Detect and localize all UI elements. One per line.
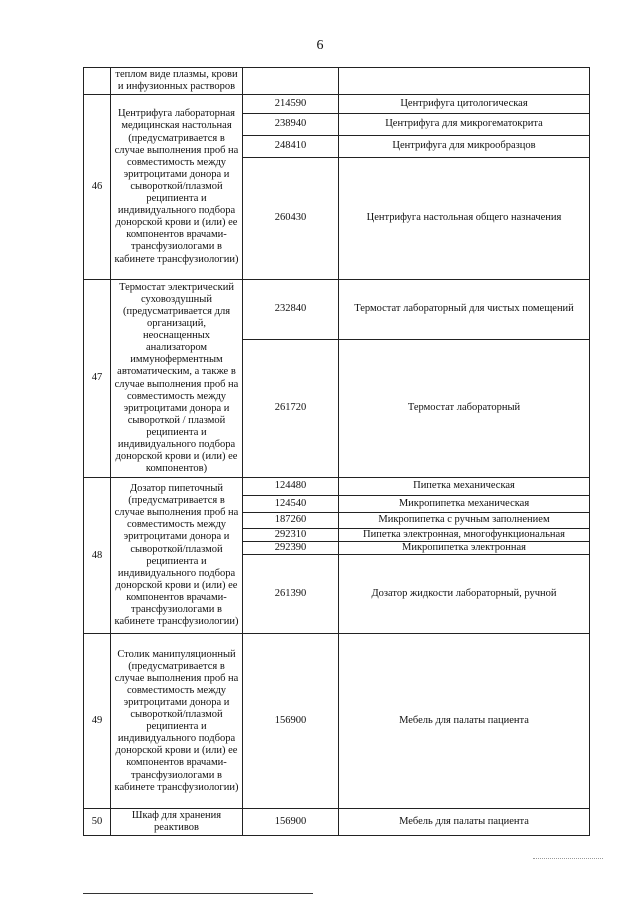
equipment-table bbox=[83, 67, 590, 836]
kind-cell: Мебель для палаты пациента bbox=[339, 634, 590, 809]
kind-cell: Центрифуга настольная общего назначения bbox=[339, 158, 590, 280]
code-cell: 124480 bbox=[243, 478, 339, 496]
code-cell: 187260 bbox=[243, 513, 339, 529]
kind-cell: Микропипетка с ручным заполнением bbox=[339, 513, 590, 529]
kind-cell: Дозатор жидкости лабораторный, ручной bbox=[339, 555, 590, 634]
table-row bbox=[84, 634, 590, 809]
kind-cell: Центрифуга цитологическая bbox=[339, 95, 590, 114]
code-cell: 238940 bbox=[243, 114, 339, 136]
kind-cell: Термостат лабораторный для чистых помещений bbox=[339, 280, 590, 340]
table-row bbox=[84, 280, 590, 340]
equipment-name-cell: Дозатор пипеточный (предусматривается в случае выполнения проб на совместимость между эритроцитами донора и сывороткой/плазмой реципиента и индивидуального подбора донорской крови и (или) ее компонентов врачами-трансфузиологами в кабинете трансфузиологии) bbox=[111, 478, 243, 634]
equipment-name-cell: Столик манипуляционный (предусматривается в случае выполнения проб на совместимость между эритроцитами донора и сывороткой/плазмой реципиента и индивидуального подбора донорской крови и (или) ее компонентов врачами-трансфузиологами в кабинете трансфузиологии) bbox=[111, 634, 243, 809]
code-cell bbox=[243, 68, 339, 95]
table-row bbox=[84, 95, 590, 114]
code-cell: 261390 bbox=[243, 555, 339, 634]
code-cell: 232840 bbox=[243, 280, 339, 340]
row-number-cell: 46 bbox=[84, 95, 111, 280]
code-cell: 248410 bbox=[243, 136, 339, 158]
row-number-cell: 49 bbox=[84, 634, 111, 809]
row-number-cell: 50 bbox=[84, 809, 111, 836]
equipment-name-cell: Термостат электрический суховоздушный (предусматривается для организаций, неоснащенных анализатором иммуноферментным автоматическим, а также в случае выполнения проб на совместимость между эритроцитами донора и сывороткой / плазмой реципиента и индивидуального подбора донорской крови и (или) ее компонентов) bbox=[111, 280, 243, 478]
page-bottom-rule bbox=[83, 893, 313, 894]
code-cell: 292310 bbox=[243, 529, 339, 542]
kind-cell: Центрифуга для микрогематокрита bbox=[339, 114, 590, 136]
code-cell: 214590 bbox=[243, 95, 339, 114]
row-number-cell: 48 bbox=[84, 478, 111, 634]
table-row bbox=[84, 478, 590, 496]
kind-cell: Мебель для палаты пациента bbox=[339, 809, 590, 836]
kind-cell: Центрифуга для микрообразцов bbox=[339, 136, 590, 158]
equipment-name-cell: Центрифуга лабораторная медицинская настольная (предусматривается в случае выполнения проб на совместимость между эритроцитами донора и сывороткой/плазмой реципиента и индивидуального подбора донорской крови и (или) ее компонентов врачами-трансфузиологами в кабинете трансфузиологии) bbox=[111, 95, 243, 280]
code-cell: 260430 bbox=[243, 158, 339, 280]
code-cell: 124540 bbox=[243, 496, 339, 513]
code-cell: 156900 bbox=[243, 809, 339, 836]
equipment-name-cell: Шкаф для хранения реактивов bbox=[111, 809, 243, 836]
row-number-cell bbox=[84, 68, 111, 95]
code-cell: 156900 bbox=[243, 634, 339, 809]
scan-mark bbox=[533, 858, 603, 859]
kind-cell: Микропипетка механическая bbox=[339, 496, 590, 513]
kind-cell: Пипетка механическая bbox=[339, 478, 590, 496]
kind-cell: Термостат лабораторный bbox=[339, 340, 590, 478]
row-number-cell: 47 bbox=[84, 280, 111, 478]
table-row-continuation bbox=[84, 68, 590, 95]
kind-cell: Пипетка электронная, многофункциональная bbox=[339, 529, 590, 542]
equipment-name-cell: теплом виде плазмы, крови и инфузионных растворов bbox=[111, 68, 243, 95]
kind-cell: Микропипетка электронная bbox=[339, 542, 590, 555]
code-cell: 261720 bbox=[243, 340, 339, 478]
code-cell: 292390 bbox=[243, 542, 339, 555]
table-row bbox=[84, 809, 590, 836]
kind-cell bbox=[339, 68, 590, 95]
page-number: 6 bbox=[316, 38, 324, 53]
